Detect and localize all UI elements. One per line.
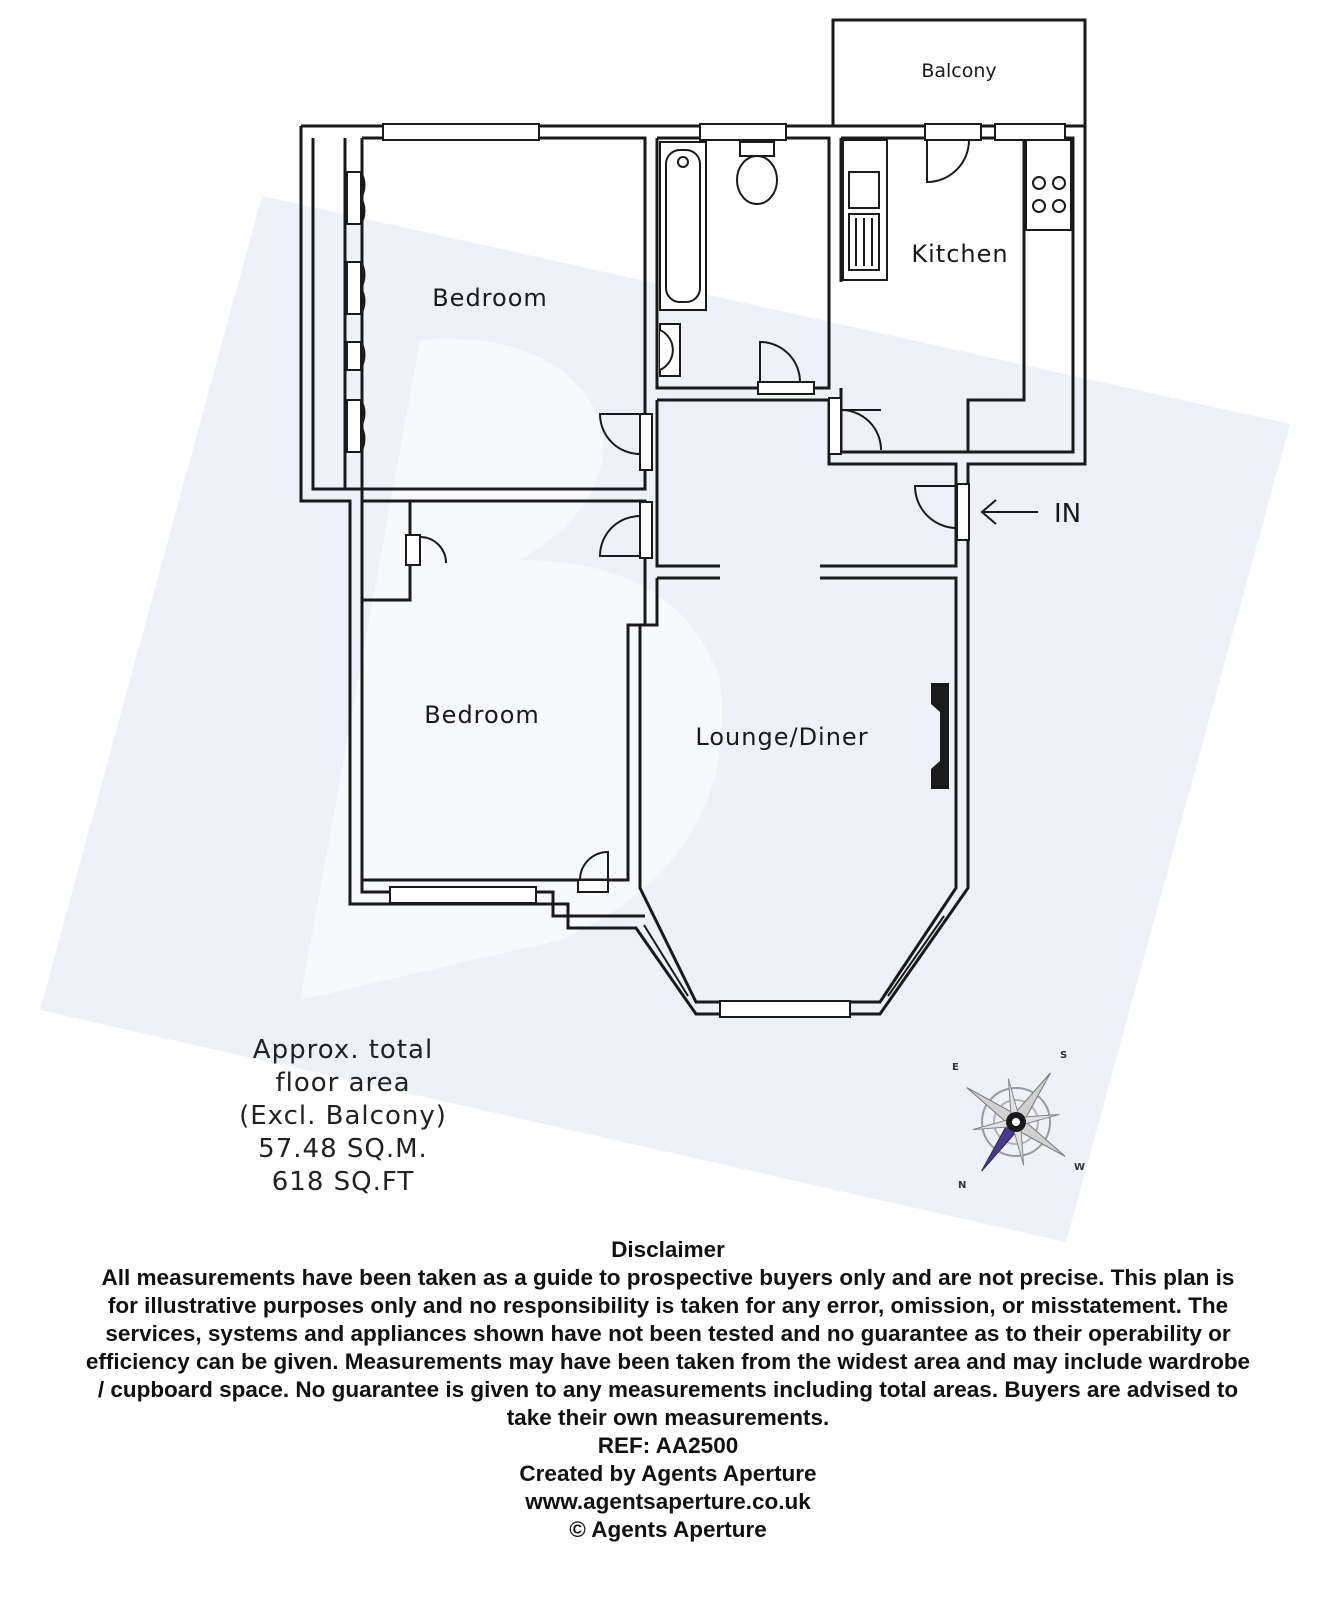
lounge-diner-label: Lounge/Diner	[695, 723, 869, 751]
area-sqm: 57.48 SQ.M.	[258, 1134, 428, 1164]
toilet	[737, 142, 777, 204]
bedroom-label: Bedroom	[432, 284, 548, 312]
disclaimer-line: / cupboard space. No guarantee is given to any measurements including total areas. Buyers are advised to	[97, 1377, 1239, 1402]
hob	[1026, 140, 1071, 230]
bath-tub	[660, 142, 706, 310]
bedroom-2-label: Bedroom	[424, 701, 540, 729]
disclaimer-line: All measurements have been taken as a guide to prospective buyers only and are not precise. This plan is	[101, 1265, 1235, 1290]
copyright-notice: © Agents Aperture	[569, 1517, 767, 1542]
disclaimer-title: Disclaimer	[611, 1237, 725, 1262]
disclaimer-line: efficiency can be given. Measurements may have been taken from the widest area and may include wardrobe	[85, 1349, 1251, 1374]
wardrobe-doors	[347, 172, 364, 452]
area-sqft: 618 SQ.FT	[271, 1167, 415, 1197]
reference-number: REF: AA2500	[597, 1433, 739, 1458]
area-line-1: Approx. total	[252, 1035, 434, 1065]
website-link[interactable]: www.agentsaperture.co.uk	[525, 1489, 811, 1514]
entrance-label: IN	[1054, 499, 1082, 529]
wash-basin	[660, 324, 680, 376]
compass-east: E	[952, 1062, 959, 1073]
compass-north: N	[958, 1180, 967, 1191]
disclaimer-line: services, systems and appliances shown have not been tested and no guarantee as to their operability or	[105, 1321, 1231, 1346]
balcony-room	[833, 20, 1085, 126]
kitchen-sink	[843, 140, 887, 280]
balcony-label: Balcony	[921, 60, 997, 82]
kitchen-label: Kitchen	[911, 240, 1009, 268]
disclaimer-line: take their own measurements.	[506, 1405, 830, 1430]
area-line-2: floor area	[275, 1068, 411, 1098]
disclaimer	[0, 1236, 1336, 1544]
area-summary	[239, 1035, 447, 1197]
area-line-3: (Excl. Balcony)	[239, 1101, 447, 1131]
disclaimer-line: for illustrative purposes only and no responsibility is taken for any error, omission, or misstatement. The	[107, 1293, 1229, 1318]
creator-credit: Created by Agents Aperture	[519, 1461, 817, 1486]
compass-south: S	[1060, 1050, 1068, 1061]
compass-west: W	[1074, 1162, 1086, 1173]
